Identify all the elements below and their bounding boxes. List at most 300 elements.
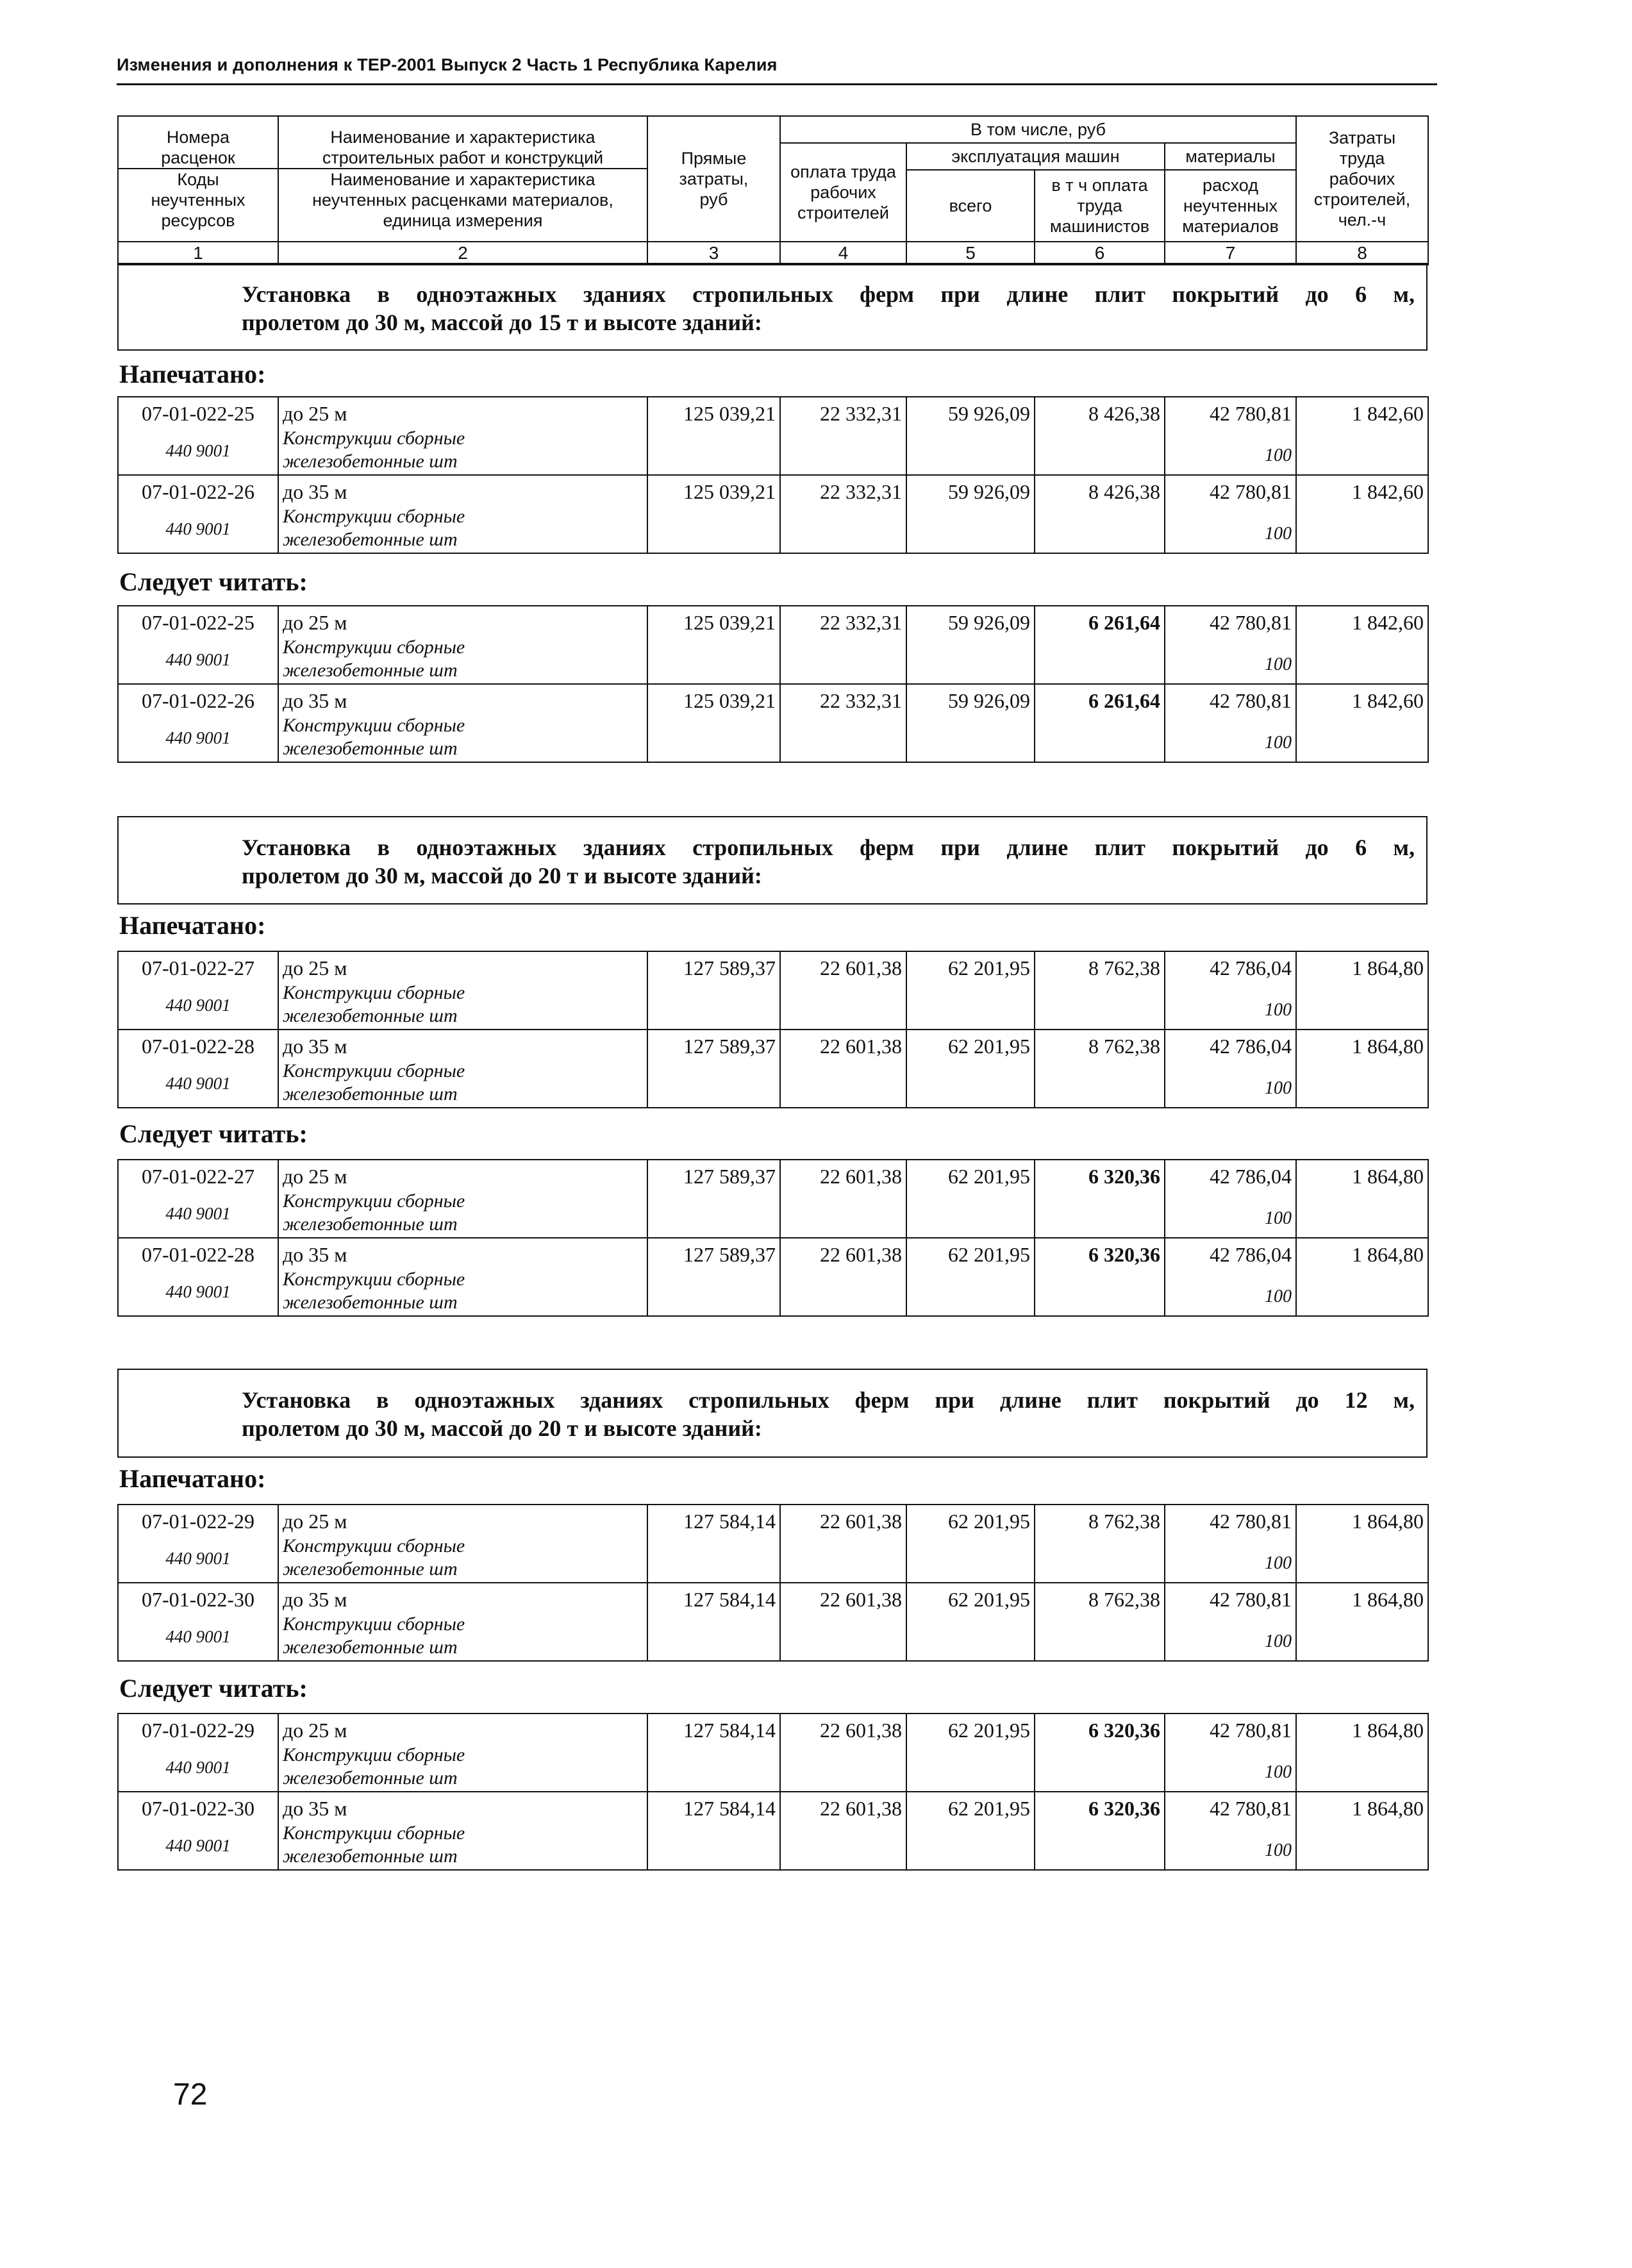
section-title [117,263,1428,351]
operator-wage: 8 762,38 [1088,1588,1160,1611]
section-title-line2: пролетом до 30 м, массой до 20 т и высоте зданий: [242,863,762,888]
machine-cost-cell [906,684,1035,762]
direct-cost-cell [647,684,780,762]
operator-wage-cell [1035,684,1165,762]
work-name-cell [278,475,647,553]
rate-code: 07-01-022-28 [142,1243,254,1266]
corrected-label: Следует читать: [119,567,308,596]
header-col2 [278,116,647,242]
title-word: 12 [1344,1387,1368,1413]
labor-hours-cell [1296,1505,1428,1583]
work-name-cell [278,1160,647,1238]
header-text: труда [1077,196,1122,215]
machine-cost-cell [906,1030,1035,1108]
printed-label: Напечатано: [119,1464,266,1493]
labor-hours-cell [1296,397,1428,475]
rate-code-cell [118,1160,278,1238]
work-name-cell [278,1583,647,1661]
machine-cost-cell [906,606,1035,684]
labor-hours-cell [1296,1160,1428,1238]
labor-cost: 22 601,38 [820,1165,902,1188]
table-row [118,606,1428,684]
header-col2-top [279,127,647,169]
machine-cost: 59 926,09 [948,402,1030,425]
materials-cell [1165,475,1296,553]
rate-code: 07-01-022-25 [142,402,254,425]
title-word: одноэтажных [414,1387,555,1413]
direct-cost-cell [647,1792,780,1870]
direct-cost: 125 039,21 [683,402,776,425]
header-text: рабочих [1329,169,1395,188]
machine-cost: 62 201,95 [948,1719,1030,1742]
direct-cost-cell [647,1030,780,1108]
section-title-line1 [242,833,1415,862]
title-word: плит [1087,1387,1138,1413]
header-group-title: В том числе, руб [780,116,1296,143]
title-word: одноэтажных [416,835,557,860]
rate-code: 07-01-022-29 [142,1510,254,1533]
section-title-line1 [242,279,1415,309]
materials-cost: 42 786,04 [1210,1165,1292,1188]
materials-cell [1165,684,1296,762]
title-word: Установка [242,1387,351,1413]
resource-code: 440 9001 [165,1549,231,1568]
header-col4 [780,143,906,242]
material-name: Конструкции сборные [283,1190,465,1212]
direct-cost: 127 589,37 [683,1165,776,1188]
material-name: Конструкции сборные [283,428,465,449]
labor-hours: 1 864,80 [1352,1719,1424,1742]
direct-cost-cell [647,1238,780,1316]
rate-code: 07-01-022-27 [142,1165,254,1188]
header-col6 [1035,170,1165,242]
machine-cost: 62 201,95 [948,1588,1030,1611]
materials-cell [1165,1583,1296,1661]
labor-cost-cell [780,475,906,553]
material-unit: железобетонные шт [283,1637,458,1658]
material-name: Конструкции сборные [283,1269,465,1290]
material-unit: железобетонные шт [283,1083,458,1105]
labor-hours-cell [1296,1238,1428,1316]
rate-code-cell [118,475,278,553]
header-col1-bottom [119,169,278,231]
rates-table [117,1713,1429,1871]
printed-label: Напечатано: [119,911,266,940]
machine-cost: 62 201,95 [948,1165,1030,1188]
labor-cost: 22 601,38 [820,1510,902,1533]
material-unit: железобетонные шт [283,1292,458,1313]
title-word: плит [1094,835,1145,860]
title-word: покрытий [1172,835,1279,860]
page-number: 72 [173,2078,208,2112]
material-quantity: 100 [1265,1553,1292,1573]
title-word: м, [1393,835,1415,860]
resource-code: 440 9001 [165,1758,231,1777]
machine-cost: 59 926,09 [948,611,1030,634]
title-word: ферм [860,281,915,307]
resource-code: 440 9001 [165,996,231,1015]
rate-code-cell [118,1714,278,1792]
materials-cell [1165,951,1296,1030]
rate-code: 07-01-022-26 [142,480,254,503]
header-text: расценок [161,148,235,167]
labor-hours: 1 842,60 [1352,480,1424,503]
material-unit: железобетонные шт [283,1767,458,1789]
header-col7 [1165,170,1296,242]
rates-table [117,605,1429,763]
rate-code-cell [118,684,278,762]
title-word: в [377,835,390,860]
materials-cost: 42 780,81 [1210,611,1292,634]
labor-cost-cell [780,1714,906,1792]
material-unit: железобетонные шт [283,660,458,681]
machine-cost-cell [906,1505,1035,1583]
work-name-cell [278,1505,647,1583]
operator-wage-cell [1035,1030,1165,1108]
column-number: 6 [1035,242,1165,265]
material-name: Конструкции сборные [283,715,465,736]
column-number: 4 [780,242,906,265]
table-row [118,1583,1428,1661]
operator-wage-cell [1035,1583,1165,1661]
direct-cost-cell [647,475,780,553]
building-height: до 25 м [283,1719,347,1742]
material-quantity: 100 [1265,1208,1292,1228]
labor-hours: 1 842,60 [1352,689,1424,712]
building-height: до 25 м [283,611,347,634]
header-text: расход [1203,176,1258,195]
direct-cost: 127 584,14 [683,1588,776,1611]
rate-code-cell [118,1030,278,1108]
labor-cost: 22 601,38 [820,1719,902,1742]
rates-table [117,1159,1429,1317]
operator-wage-cell [1035,1505,1165,1583]
section-title [117,1369,1428,1458]
materials-cost: 42 780,81 [1210,1719,1292,1742]
operator-wage-cell [1035,397,1165,475]
work-name-cell [278,684,647,762]
material-quantity: 100 [1265,1840,1292,1860]
labor-hours-cell [1296,1583,1428,1661]
operator-wage-cell [1035,475,1165,553]
resource-code: 440 9001 [165,1074,231,1093]
rate-code: 07-01-022-27 [142,956,254,980]
rate-code: 07-01-022-30 [142,1588,254,1611]
column-numbers-row [118,242,1428,265]
resource-code: 440 9001 [165,519,231,538]
building-height: до 35 м [283,689,347,712]
operator-wage-cell [1035,1238,1165,1316]
materials-cell [1165,1238,1296,1316]
material-quantity: 100 [1265,446,1292,465]
machine-cost: 59 926,09 [948,689,1030,712]
table-row [118,1030,1428,1108]
operator-wage: 6 320,36 [1088,1165,1160,1188]
labor-cost-cell [780,1160,906,1238]
direct-cost: 125 039,21 [683,611,776,634]
rate-code: 07-01-022-29 [142,1719,254,1742]
header-text: оплата труда [790,162,896,181]
materials-cost: 42 786,04 [1210,1035,1292,1058]
labor-cost-cell [780,1583,906,1661]
title-word: длине [999,1387,1062,1413]
labor-cost: 22 332,31 [820,480,902,503]
labor-hours: 1 842,60 [1352,611,1424,634]
table-row [118,1714,1428,1792]
title-word: до [1305,281,1329,307]
header-col5: всего [906,170,1035,242]
title-word: зданиях [583,835,666,860]
title-word: Установка [242,835,351,860]
column-number: 3 [647,242,780,265]
rate-code-cell [118,1505,278,1583]
labor-cost: 22 601,38 [820,1797,902,1820]
table-row [118,475,1428,553]
direct-cost-cell [647,1160,780,1238]
running-head: Изменения и дополнения к ТЕР-2001 Выпуск 2 Часть 1 Республика Карелия [117,55,778,74]
section-title-line2: пролетом до 30 м, массой до 15 т и высоте зданий: [242,310,762,335]
table-row [118,951,1428,1030]
material-unit: железобетонные шт [283,738,458,759]
title-word: при [935,1387,974,1413]
rates-table [117,951,1429,1108]
rate-code-cell [118,1583,278,1661]
header-text: строителей, [1313,190,1411,209]
material-name: Конструкции сборные [283,1613,465,1635]
direct-cost: 125 039,21 [683,689,776,712]
material-quantity: 100 [1265,1000,1292,1020]
header-text: Прямые [681,149,747,168]
header-text: руб [699,190,728,209]
rate-code-cell [118,397,278,475]
labor-hours-cell [1296,684,1428,762]
material-quantity: 100 [1265,1078,1292,1098]
section-title-line2: пролетом до 30 м, массой до 20 т и высоте зданий: [242,1415,762,1441]
machine-cost-cell [906,1792,1035,1870]
machine-cost-cell [906,1160,1035,1238]
operator-wage: 6 320,36 [1088,1243,1160,1266]
labor-cost: 22 332,31 [820,611,902,634]
material-name: Конструкции сборные [283,1535,465,1556]
rate-code: 07-01-022-26 [142,689,254,712]
labor-cost-cell [780,397,906,475]
work-name-cell [278,951,647,1030]
material-unit: железобетонные шт [283,1213,458,1235]
operator-wage: 8 426,38 [1088,402,1160,425]
direct-cost: 125 039,21 [683,480,776,503]
materials-cost: 42 780,81 [1210,480,1292,503]
title-word: 6 [1355,281,1367,307]
material-unit: железобетонные шт [283,451,458,472]
corrected-label: Следует читать: [119,1119,308,1148]
header-text: единица измерения [383,211,543,230]
building-height: до 25 м [283,402,347,425]
building-height: до 35 м [283,1243,347,1266]
header-text: неучтенных расценками материалов, [312,190,613,210]
machine-cost-cell [906,951,1035,1030]
operator-wage-cell [1035,951,1165,1030]
labor-hours-cell [1296,1792,1428,1870]
column-number: 2 [278,242,647,265]
materials-cost: 42 780,81 [1210,1510,1292,1533]
operator-wage-cell [1035,606,1165,684]
title-word: длине [1006,835,1069,860]
labor-hours-cell [1296,606,1428,684]
machine-cost: 62 201,95 [948,1035,1030,1058]
work-name-cell [278,397,647,475]
title-word: до [1305,835,1329,860]
header-text: машинистов [1049,217,1150,236]
machine-cost-cell [906,1583,1035,1661]
title-word: м, [1393,281,1415,307]
machine-cost-cell [906,475,1035,553]
labor-hours-cell [1296,1030,1428,1108]
direct-cost: 127 589,37 [683,1243,776,1266]
material-quantity: 100 [1265,524,1292,544]
material-quantity: 100 [1265,733,1292,753]
material-quantity: 100 [1265,655,1292,674]
title-word: зданиях [580,1387,663,1413]
materials-cost: 42 786,04 [1210,1243,1292,1266]
material-name: Конструкции сборные [283,637,465,658]
labor-cost-cell [780,951,906,1030]
operator-wage: 8 426,38 [1088,480,1160,503]
header-text: строителей [797,203,889,222]
operator-wage: 8 762,38 [1088,956,1160,980]
materials-cell [1165,1505,1296,1583]
resource-code: 440 9001 [165,728,231,747]
column-number: 5 [906,242,1035,265]
title-word: стропильных [688,1387,829,1413]
header-text: затраты, [679,169,749,188]
resource-code: 440 9001 [165,1627,231,1646]
labor-cost: 22 332,31 [820,689,902,712]
rates-table [117,1504,1429,1662]
header-col2-bottom [279,169,647,231]
printed-label: Напечатано: [119,360,266,388]
material-quantity: 100 [1265,1287,1292,1306]
work-name-cell [278,1792,647,1870]
material-quantity: 100 [1265,1762,1292,1782]
materials-cost: 42 780,81 [1210,1588,1292,1611]
direct-cost: 127 584,14 [683,1797,776,1820]
operator-wage: 6 261,64 [1088,611,1160,634]
labor-cost-cell [780,1030,906,1108]
rate-code: 07-01-022-28 [142,1035,254,1058]
table-row [118,684,1428,762]
material-unit: железобетонные шт [283,1558,458,1580]
title-word: покрытий [1163,1387,1270,1413]
direct-cost-cell [647,951,780,1030]
table-row [118,1160,1428,1238]
operator-wage: 8 762,38 [1088,1035,1160,1058]
title-word: в [377,281,390,307]
machine-cost-cell [906,397,1035,475]
title-word: при [940,835,980,860]
material-name: Конструкции сборные [283,982,465,1003]
operator-wage: 6 320,36 [1088,1719,1160,1742]
materials-cost: 42 780,81 [1210,402,1292,425]
labor-hours-cell [1296,1714,1428,1792]
header-text: Наименование и характеристика [330,128,595,147]
header-materials-title: материалы [1165,143,1296,170]
table-row [118,1792,1428,1870]
table-row [118,1238,1428,1316]
column-number: 7 [1165,242,1296,265]
column-number: 8 [1296,242,1428,265]
header-text: чел.-ч [1338,210,1386,229]
labor-hours: 1 864,80 [1352,1243,1424,1266]
material-unit: железобетонные шт [283,1846,458,1867]
materials-cell [1165,1030,1296,1108]
machine-cost: 59 926,09 [948,480,1030,503]
section-title-line1 [242,1385,1415,1415]
work-name-cell [278,1238,647,1316]
materials-cell [1165,397,1296,475]
title-word: до [1295,1387,1319,1413]
labor-cost: 22 601,38 [820,1035,902,1058]
resource-code: 440 9001 [165,1282,231,1301]
title-word: Установка [242,281,351,307]
resource-code: 440 9001 [165,1204,231,1223]
work-name-cell [278,1714,647,1792]
material-name: Конструкции сборные [283,506,465,527]
title-word: ферм [860,835,915,860]
labor-hours: 1 864,80 [1352,1035,1424,1058]
resource-code: 440 9001 [165,441,231,460]
header-text: Затраты [1328,128,1396,147]
machine-cost: 62 201,95 [948,1510,1030,1533]
building-height: до 25 м [283,1510,347,1533]
running-head-rule [117,83,1437,85]
material-name: Конструкции сборные [283,1822,465,1844]
rate-code: 07-01-022-25 [142,611,254,634]
header-text: Наименование и характеристика [330,170,595,189]
table-row [118,397,1428,475]
title-word: при [940,281,980,307]
header-text: в т ч оплата [1051,176,1148,195]
materials-cell [1165,1160,1296,1238]
header-col3 [647,116,780,242]
machine-cost: 62 201,95 [948,1797,1030,1820]
rate-code-cell [118,606,278,684]
title-word: м, [1393,1387,1415,1413]
header-text: рабочих [810,183,876,202]
building-height: до 35 м [283,1035,347,1058]
title-word: в [376,1387,389,1413]
direct-cost-cell [647,1583,780,1661]
header-col1 [118,116,278,242]
column-header-table [117,115,1429,265]
direct-cost-cell [647,1714,780,1792]
header-machines-title: эксплуатация машин [906,143,1165,170]
header-text: труда [1339,149,1385,168]
labor-hours: 1 842,60 [1352,402,1424,425]
direct-cost: 127 589,37 [683,956,776,980]
materials-cell [1165,1714,1296,1792]
labor-cost: 22 601,38 [820,956,902,980]
rate-code: 07-01-022-30 [142,1797,254,1820]
building-height: до 35 м [283,1588,347,1611]
work-name-cell [278,606,647,684]
rates-table [117,396,1429,554]
materials-cost: 42 786,04 [1210,956,1292,980]
building-height: до 35 м [283,1797,347,1820]
labor-cost: 22 601,38 [820,1588,902,1611]
header-text: неучтенных [151,190,246,210]
header-text: материалов [1182,217,1279,236]
labor-cost-cell [780,606,906,684]
